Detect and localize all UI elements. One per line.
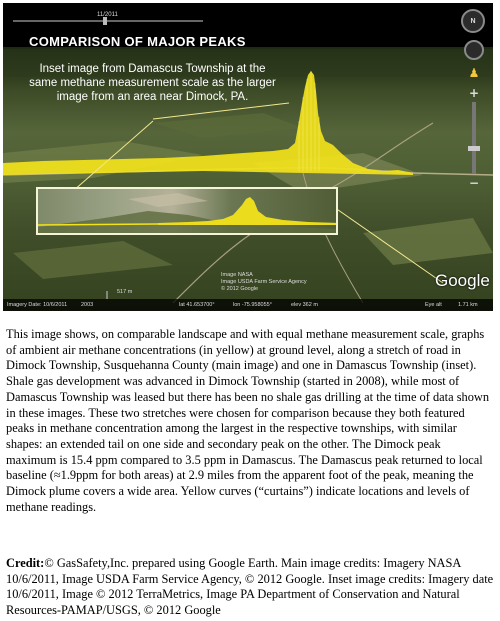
- pegman-icon[interactable]: ♟: [468, 66, 480, 80]
- field-patch: [13, 241, 173, 279]
- time-slider-track: [13, 20, 203, 22]
- status-bar: [3, 299, 493, 311]
- time-slider-label: 11/2011: [97, 12, 118, 18]
- overlay-title: COMPARISON OF MAJOR PEAKS: [29, 34, 246, 49]
- elevation: elev 362 m: [291, 302, 318, 308]
- description-paragraph: This image shows, on comparable landscape and with equal methane measurement scale, graphs of ambient air methane concentrations (in yellow) at ground level, along a stretch of road in Dimock Township, Susquehanna County (main image) and one in Damascus Township (inset). Shale gas development was advanced in Dimock Township (started in 2008), while most of Damascus Township was leased but there has been no shale gas drilling at the time of data shown in these images. These two stretches were chosen for comparison because they both featured peaks in methane concentration among the largest in the respective townships, with similar shapes: an extended tail on one side and secondary peak on the other. The Dimock peak maximum is 15.4 ppm compared to 3.5 ppm in Damascus. The Damascus peak returned to local baseline (≈1.9ppm for both areas) at 2.9 miles from the apparent foot of the peak, meaning the Dimock plume covers a wide area. Yellow curves (“curtains”) indicate locations and levels of methane readings.: [6, 327, 490, 514]
- zoom-out-icon[interactable]: −: [468, 176, 480, 190]
- time-slider-thumb[interactable]: [103, 17, 107, 25]
- inset-terrain: [38, 189, 338, 235]
- image-credit-line: Image USDA Farm Service Agency: [221, 279, 307, 285]
- credit-paragraph: [6, 556, 494, 619]
- zoom-slider[interactable]: [472, 102, 476, 174]
- image-credit-line: © 2012 Google: [221, 286, 259, 292]
- time-slider[interactable]: [13, 12, 208, 25]
- imagery-date: Imagery Date: 10/6/2011: [7, 302, 68, 308]
- field-patch: [363, 218, 493, 265]
- compass-icon[interactable]: N: [461, 9, 485, 33]
- zoom-slider-thumb[interactable]: [468, 146, 480, 151]
- historical-year[interactable]: 2003: [81, 302, 94, 308]
- credit-label: Credit:: [6, 556, 45, 570]
- scale-label: 517 m: [117, 289, 133, 295]
- google-logo: Google: [435, 271, 490, 290]
- navigation-controls[interactable]: [461, 9, 487, 190]
- image-credit-line: Image NASA: [221, 272, 253, 278]
- terrain-illustration: [3, 3, 493, 311]
- inset-image: [36, 187, 338, 235]
- image-credit: [221, 272, 307, 293]
- latitude: lat 41.653700°: [179, 302, 215, 308]
- longitude: lon -75.958055°: [233, 302, 272, 308]
- eye-alt-label: Eye alt: [425, 302, 442, 308]
- google-earth-view[interactable]: [3, 3, 493, 311]
- pan-control-icon[interactable]: [464, 40, 484, 60]
- inset-caption: Inset image from Damascus Township at the same methane measurement scale as the larger image from an area near Dimock, PA.: [29, 63, 276, 103]
- zoom-in-icon[interactable]: +: [468, 86, 480, 100]
- eye-alt-value: 1.71 km: [458, 302, 478, 308]
- credit-text: © GasSafety,Inc. prepared using Google Earth. Main image credits: Imagery NASA 10/6/2011, Image USDA Farm Service Agency, © 2012 Google. Inset image credits: Imagery date 10/6/2011, Image © 2012 TerraMetrics, Image PA Department of Conservation and Natural Resources-PAMAP/USGS, © 2012 Google: [6, 556, 494, 618]
